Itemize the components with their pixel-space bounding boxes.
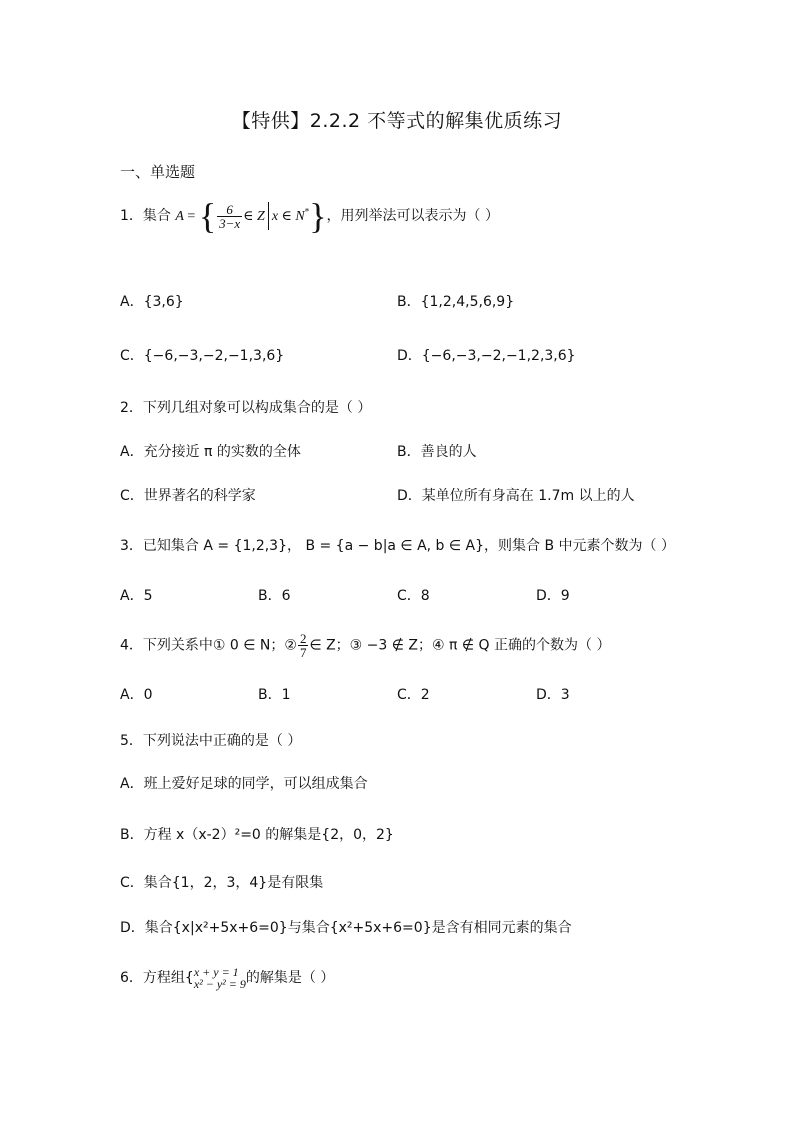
q4-option-b[interactable]: B．1 <box>258 687 291 703</box>
q1-condition: ∈ Z <box>243 209 265 224</box>
q1-separator <box>268 202 269 230</box>
q6-eq2: x² − y² = 9 <box>193 977 246 991</box>
q1-option-c[interactable]: C．{−6,−3,−2,−1,3,6} <box>120 348 285 364</box>
question-2: 2．下列几组对象可以构成集合的是（ ） <box>120 400 372 416</box>
q6-pre: 6．方程组{ <box>120 970 194 986</box>
q5-option-d[interactable]: D．集合{x|x²+5x+6=0}与集合{x²+5x+6=0}是含有相同元素的集合 <box>120 920 572 936</box>
q1-prefix: 1．集合 <box>120 208 176 224</box>
q6-post: 的解集是（ ） <box>245 970 335 986</box>
question-4 <box>120 632 610 659</box>
q1-rhs: x ∈ N <box>271 209 305 224</box>
page-title: 【特供】2.2.2 不等式的解集优质练习 <box>231 110 563 132</box>
q1-right-brace: } <box>309 196 327 236</box>
q4-pre: 4．下列关系中① 0 ∈ N；② <box>120 637 297 654</box>
q5-option-a[interactable]: A．班上爱好足球的同学，可以组成集合 <box>120 776 368 792</box>
q4-option-c[interactable]: C．2 <box>397 687 430 703</box>
section-heading: 一、单选题 <box>120 163 196 181</box>
q1-option-b[interactable]: B．{1,2,4,5,6,9} <box>397 294 515 310</box>
q3-option-a[interactable]: A．5 <box>120 588 153 604</box>
q2-option-d[interactable]: D．某单位所有身高在 1.7m 以上的人 <box>397 488 635 504</box>
q2-option-a[interactable]: A．充分接近 π 的实数的全体 <box>120 444 301 460</box>
q1-fraction: $\frac{6}{3-x}$ <box>219 201 241 231</box>
q1-rhs-sup: * <box>304 206 310 217</box>
q1-set-name: A <box>175 209 184 224</box>
question-6 <box>120 966 334 990</box>
q6-equation-system <box>194 966 246 990</box>
q2-option-b[interactable]: B．善良的人 <box>397 444 477 460</box>
q5-option-b[interactable]: B．方程 x（x-2）²=0 的解集是{2，0，2} <box>120 827 394 843</box>
q3-option-c[interactable]: C．8 <box>397 588 430 604</box>
q4-fraction: $\frac{2}{7}$ <box>299 631 307 660</box>
question-5: 5．下列说法中正确的是（ ） <box>120 733 302 749</box>
q3-option-d[interactable]: D．9 <box>536 588 570 604</box>
q2-option-c[interactable]: C．世界著名的科学家 <box>120 488 256 504</box>
q6-eq1: x + y = 1 <box>193 965 239 979</box>
q1-left-brace: { <box>198 196 217 236</box>
question-1: 1．集合 A = { $\frac{6}{3-x}$ ∈ Z x ∈ N*}，用列举法可以表示为（ ） <box>120 196 499 236</box>
q1-option-d[interactable]: D．{−6,−3,−2,−1,2,3,6} <box>397 348 576 364</box>
q4-option-a[interactable]: A．0 <box>120 687 153 703</box>
q4-post: ∈ Z；③ −3 ∉ Z；④ π ∉ Q 正确的个数为（ ） <box>309 637 611 654</box>
q3-option-b[interactable]: B．6 <box>258 588 291 604</box>
q5-option-c[interactable]: C．集合{1，2，3，4}是有限集 <box>120 875 324 891</box>
question-3: 3．已知集合 A = {1,2,3}， B = {a − b|a ∈ A, b ∈ A}，则集合 B 中元素个数为（ ） <box>120 538 675 554</box>
q1-suffix: ，用列举法可以表示为（ ） <box>326 208 499 224</box>
q4-option-d[interactable]: D．3 <box>536 687 570 703</box>
q1-option-a[interactable]: A．{3,6} <box>120 294 184 310</box>
